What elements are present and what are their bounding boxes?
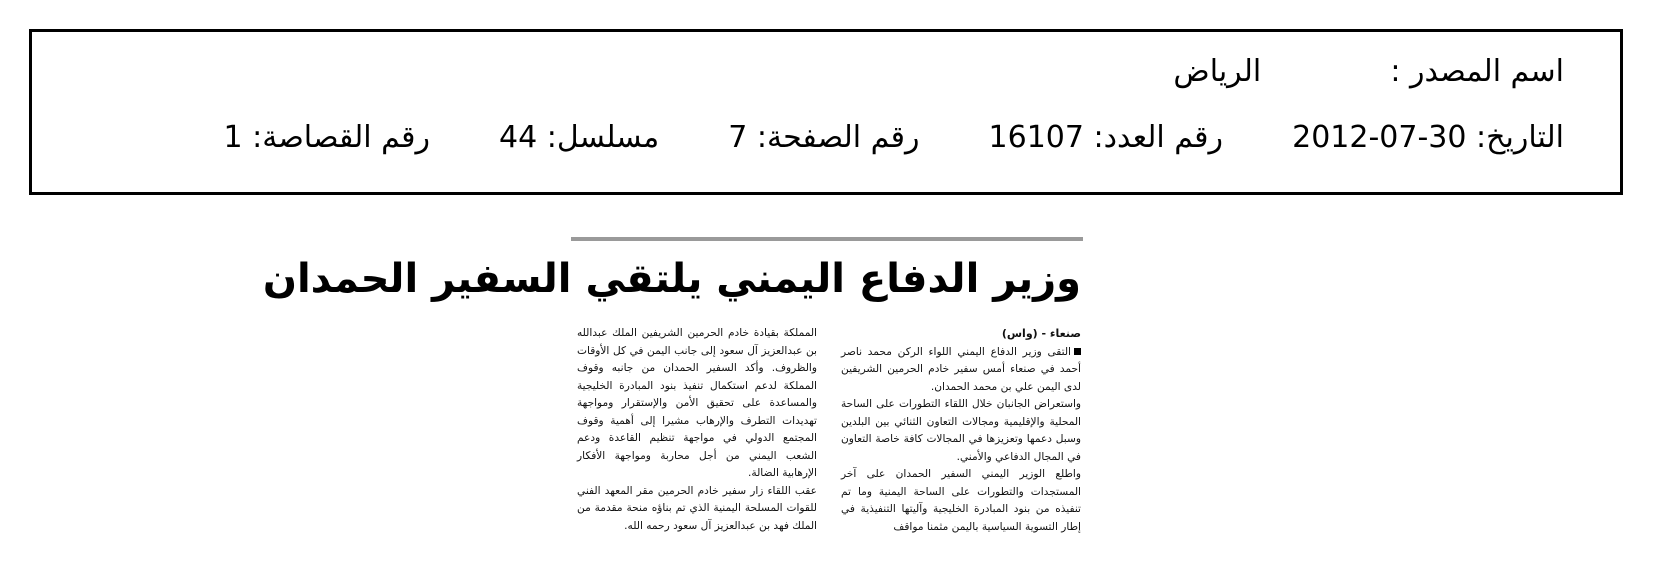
paragraph: التقى وزير الدفاع اليمني اللواء الركن محمد ناصر أحمد في صنعاء أمس سفير خادم الحرمين الشريفين لدى اليمن علي بن محمد الحمدان. [841,345,1081,393]
bullet-square-icon [1074,348,1081,355]
source-row [1173,54,1564,89]
page-value: 7 [728,120,748,155]
paragraph: المملكة بقيادة خادم الحرمين الشريفين الملك عبدالله بن عبدالعزيز آل سعود إلى جانب اليمن في كل الأوقات والظروف. وأكد السفير الحمدان من جانبه وقوف المملكة لدعم استكمال تنفيذ بنود المبادرة الخليجية والمساعدة على تحقيق الأمن والإستقرار ومواجهة تهديدات التطرف والإرهاب مشيرا إلى أهمية وقوف المجتمع الدولي في مواجهة تنظيم القاعدة ودعم الشعب اليمني من أجل محاربة ومواجهة الأفكار الإرهابية الضالة. [577,327,817,479]
article-column-left [577,325,817,535]
serial-label: مسلسل: [546,120,660,155]
article-headline: وزير الدفاع اليمني يلتقي السفير الحمدان [262,256,1081,302]
article-dateline: صنعاء - (واس) [1001,327,1081,340]
serial-value: 44 [499,120,538,155]
issue-value: 16107 [988,120,1084,155]
date-label: التاريخ: [1476,120,1564,155]
paragraph: واستعراض الجانبان خلال اللقاء التطورات على الساحة المحلية والإقليمية ومجالات التعاون الثنائي بين البلدين وسبل دعمها وتعزيزها في المجالات كافة خاصة التعاون في المجال الدفاعي والأمني. [841,398,1081,463]
article-column-right [841,325,1081,536]
source-info-box [29,29,1623,195]
clip-label: رقم القصاصة: [252,120,430,155]
paragraph: واطلع الوزير اليمني السفير الحمدان على آخر المستجدات والتطورات على الساحة اليمنية وما تم تنفيذه من بنود المبادرة الخليجية وآليتها التنفيذية في إطار التسوية السياسية باليمن مثمنا مواقف [841,468,1081,533]
page-label: رقم الصفحة: [756,120,920,155]
clip-value: 1 [223,120,243,155]
source-value: الرياض [1173,54,1262,89]
issue-label: رقم العدد: [1093,120,1224,155]
clipping-top-rule [571,237,1083,241]
date-value: 2012-07-30 [1292,120,1467,155]
paragraph: عقب اللقاء زار سفير خادم الحرمين مقر المعهد الفني للقوات المسلحة اليمنية الذي تم بناؤه منحة مقدمة من الملك فهد بن عبدالعزيز آل سعود رحمه الله. [577,484,817,532]
metadata-row [224,120,1565,155]
newspaper-clipping [262,237,1083,583]
source-label: اسم المصدر : [1390,54,1564,89]
